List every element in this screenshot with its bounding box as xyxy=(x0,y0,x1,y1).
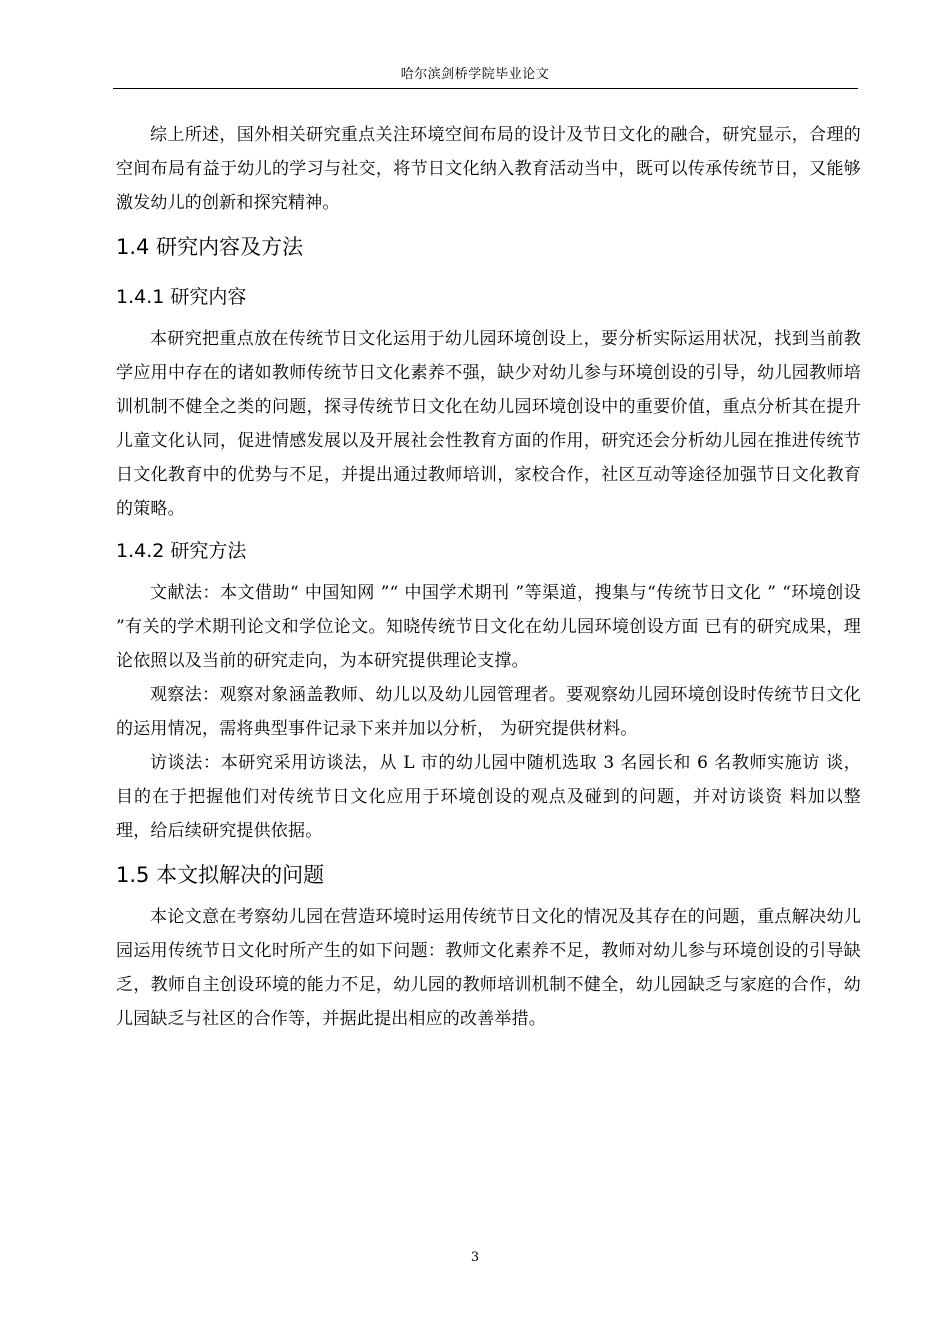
page-number: 3 xyxy=(470,1250,480,1265)
section-1-4-heading: 1.4 研究内容及方法 xyxy=(116,235,304,259)
page-content xyxy=(116,118,861,1036)
literature-method-paragraph: 文献法：本文借助“ 中国知网 ”“ 中国学术期刊 ”等渠道，搜集与“传统节日文化 ” “环境创设 ”有关的学术期刊论文和学位论文。知晓传统节日文化在幼儿园环境创设方面 已有的研究成果，理论依照以及当前的研究走向，为本研究提供理论支撑。 xyxy=(116,583,861,671)
running-header-title: 哈尔滨剑桥学院毕业论文 xyxy=(400,67,550,82)
header-rule xyxy=(113,88,858,89)
section-1-5-heading: 1.5 本文拟解决的问题 xyxy=(116,863,325,887)
research-content-paragraph: 本研究把重点放在传统节日文化运用于幼儿园环境创设上，要分析实际运用状况，找到当前教学应用中存在的诸如教师传统节日文化素养不强，缺少对幼儿参与环境创设的引导，幼儿园教师培训机制不健全之类的问题，探寻传统节日文化在幼儿园环境创设中的重要价值，重点分析其在提升儿童文化认同，促进情感发展以及开展社会性教育方面的作用，研究还会分析幼儿园在推进传统节日文化教育中的优势与不足，并提出通过教师培训，家校合作，社区互动等途径加强节日文化教育的策略。 xyxy=(116,329,861,519)
summary-paragraph: 综上所述，国外相关研究重点关注环境空间布局的设计及节日文化的融合，研究显示，合理的空间布局有益于幼儿的学习与社交，将节日文化纳入教育活动当中，既可以传承传统节日，又能够激发幼儿的创新和探究精神。 xyxy=(116,125,861,213)
section-1-4-2-heading: 1.4.2 研究方法 xyxy=(116,540,247,562)
section-1-4-1-heading: 1.4.1 研究内容 xyxy=(116,286,247,308)
interview-method-paragraph: 访谈法：本研究采用访谈法，从 L 市的幼儿园中随机选取 3 名园长和 6 名教师实施访 谈， 目的在于把握他们对传统节日文化应用于环境创设的观点及碰到的问题，并对访谈资 料加以整理，给后续研究提供依据。 xyxy=(116,753,861,841)
problems-paragraph: 本论文意在考察幼儿园在营造环境时运用传统节日文化的情况及其存在的问题，重点解决幼儿园运用传统节日文化时所产生的如下问题：教师文化素养不足，教师对幼儿参与环境创设的引导缺乏，教师自主创设环境的能力不足，幼儿园的教师培训机制不健全，幼儿园缺乏与家庭的合作，幼儿园缺乏与社区的合作等，并据此提出相应的改善举措。 xyxy=(116,907,861,1029)
observation-method-paragraph: 观察法：观察对象涵盖教师、幼儿以及幼儿园管理者。要观察幼儿园环境创设时传统节日文化的运用情况，需将典型事件记录下来并加以分析， 为研究提供材料。 xyxy=(116,685,861,739)
